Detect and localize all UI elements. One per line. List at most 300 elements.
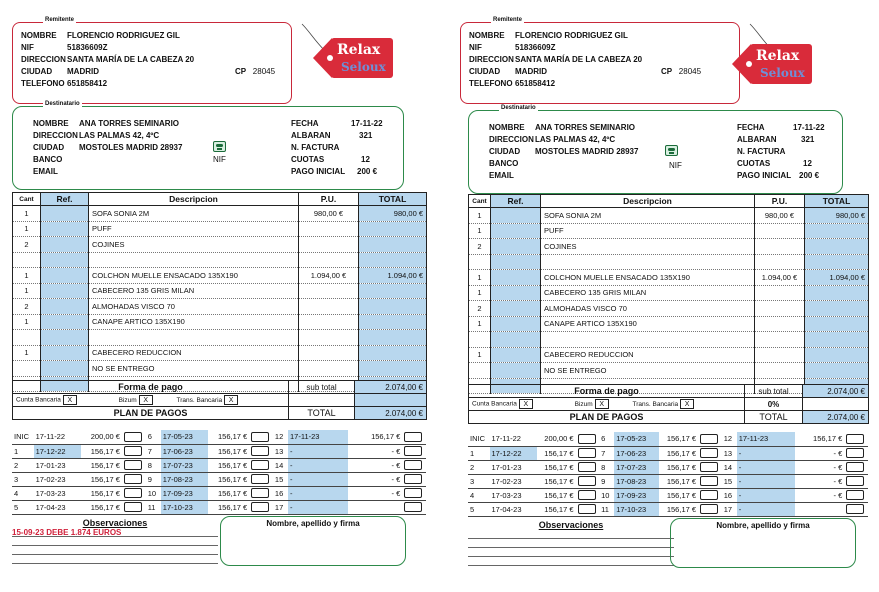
item-ref: [41, 283, 89, 299]
payment-method-title: Forma de pago: [13, 381, 289, 394]
plan-date-c: -: [737, 460, 795, 474]
item-quantity: [13, 361, 41, 377]
recipient-city: MOSTOLES MADRID 28937: [535, 147, 639, 156]
item-unit-price: 1.094,00 €: [299, 268, 359, 284]
checkbox-icon[interactable]: [846, 462, 864, 472]
item-description: [89, 330, 299, 346]
plan-index-a: 1: [12, 444, 34, 458]
plan-index-a: INIC: [468, 432, 490, 446]
checkbox-icon[interactable]: [124, 502, 142, 512]
plan-amount-c: - €: [348, 472, 402, 486]
plan-check-a[interactable]: [122, 500, 146, 514]
plan-amount-b: 156,17 €: [659, 446, 698, 460]
item-unit-price: [755, 347, 805, 363]
item-quantity: 1: [13, 345, 41, 361]
plan-amount-c: 156,17 €: [795, 432, 844, 446]
plan-amount-b: 156,17 €: [659, 488, 698, 502]
checkbox-icon[interactable]: [578, 476, 596, 486]
bank-transfer-label: Trans. Bancaria: [632, 400, 679, 408]
quotas-value: 12: [361, 155, 370, 164]
plan-date-a: 17-02-23: [34, 472, 81, 486]
checkbox-icon[interactable]: [124, 474, 142, 484]
items-body: [13, 206, 427, 392]
checkbox-icon[interactable]: [404, 446, 422, 456]
date-value: 17-11-22: [351, 119, 383, 128]
col-pu: P.U.: [755, 195, 805, 208]
item-total: [359, 237, 427, 253]
signature-box[interactable]: [670, 518, 856, 568]
checkbox-icon[interactable]: [846, 476, 864, 486]
item-quantity: [13, 252, 41, 268]
subtotal-value: 2.074,00 €: [803, 385, 869, 398]
plan-amount-c: - €: [348, 458, 402, 472]
checkbox-icon[interactable]: [846, 448, 864, 458]
bank-account-check[interactable]: X: [519, 399, 533, 409]
bizum-label: Bizum: [118, 396, 137, 404]
sender-name-label: NOMBRE: [21, 31, 57, 40]
sender-city: MADRID: [515, 67, 547, 76]
item-quantity: [469, 363, 491, 379]
plan-check-b[interactable]: [698, 474, 722, 488]
checkbox-icon[interactable]: [251, 502, 269, 512]
bizum-label: Bizum: [574, 400, 593, 408]
recipient-email-label: EMAIL: [489, 171, 514, 180]
plan-check-c[interactable]: [402, 444, 426, 458]
recipient-address: LAS PALMAS 42, 4ºC: [79, 131, 160, 140]
recipient-bank-label: BANCO: [489, 159, 519, 168]
bank-account-label: Cunta Bancaria: [16, 396, 61, 404]
checkbox-icon[interactable]: [251, 460, 269, 470]
plan-amount-a: 156,17 €: [81, 458, 122, 472]
plan-check-b[interactable]: [249, 472, 273, 486]
plan-amount-c: - €: [348, 486, 402, 500]
plan-index-c: 13: [273, 444, 288, 458]
table-row: [13, 268, 427, 284]
plan-check-a[interactable]: [576, 432, 600, 446]
plan-check-a[interactable]: [576, 474, 600, 488]
item-description: CABECERO 135 GRIS MILAN: [541, 285, 755, 301]
sender-nif-label: NIF: [21, 43, 34, 52]
sender-city-label: CIUDAD: [21, 67, 53, 76]
plan-row: [468, 502, 868, 516]
table-row: [13, 221, 427, 237]
payment-table: [468, 384, 869, 424]
item-description: [541, 332, 755, 348]
recipient-city-label: CIUDAD: [489, 147, 521, 156]
plan-check-c[interactable]: [844, 446, 868, 460]
plan-amount-b: 156,17 €: [208, 486, 249, 500]
checkbox-icon[interactable]: [124, 432, 142, 442]
plan-date-c: -: [737, 488, 795, 502]
item-quantity: 1: [13, 283, 41, 299]
plan-date-c: -: [288, 458, 348, 472]
plan-check-c[interactable]: [844, 432, 868, 446]
item-ref: [491, 347, 541, 363]
item-total: [805, 363, 869, 379]
checkbox-icon[interactable]: [251, 474, 269, 484]
recipient-city: MOSTOLES MADRID 28937: [79, 143, 183, 152]
plan-amount-b: 156,17 €: [208, 430, 249, 444]
checkbox-icon[interactable]: [404, 502, 422, 512]
item-unit-price: [299, 330, 359, 346]
item-description: CABECERO REDUCCION: [89, 345, 299, 361]
plan-date-c: -: [288, 486, 348, 500]
col-ref: Ref.: [491, 195, 541, 208]
item-unit-price: [755, 316, 805, 332]
payment-method-title: Forma de pago: [469, 385, 745, 398]
invoice-right: [458, 0, 878, 592]
plan-date-c: -: [288, 472, 348, 486]
plan-amount-c: - €: [795, 488, 844, 502]
plan-check-b[interactable]: [698, 446, 722, 460]
total-value: 2.074,00 €: [803, 411, 869, 424]
plan-amount-a: 200,00 €: [81, 430, 122, 444]
plan-index-c: 14: [273, 458, 288, 472]
item-quantity: 1: [13, 268, 41, 284]
table-row: [469, 254, 869, 270]
plan-check-a[interactable]: [122, 458, 146, 472]
date-value: 17-11-22: [793, 123, 825, 132]
checkbox-icon[interactable]: [251, 432, 269, 442]
sender-nif: 51836609Z: [515, 43, 556, 52]
checkbox-icon[interactable]: [700, 434, 718, 444]
col-total: TOTAL: [359, 193, 427, 206]
item-total: 980,00 €: [805, 208, 869, 224]
plan-check-c[interactable]: [844, 460, 868, 474]
plan-row: [12, 430, 426, 444]
item-unit-price: 1.094,00 €: [755, 270, 805, 286]
item-description: NO SE ENTREGO: [541, 363, 755, 379]
albaran-value: 321: [359, 131, 373, 140]
plan-date-a: 17-12-22: [490, 446, 537, 460]
plan-amount-a: 156,17 €: [81, 472, 122, 486]
item-description: ALMOHADAS VISCO 70: [541, 301, 755, 317]
plan-amount-a: 156,17 €: [81, 444, 122, 458]
item-description: COLCHON MUELLE ENSACADO 135X190: [89, 268, 299, 284]
plan-check-c[interactable]: [402, 500, 426, 514]
item-quantity: 1: [469, 208, 491, 224]
checkbox-icon[interactable]: [578, 504, 596, 514]
item-total: 1.094,00 €: [805, 270, 869, 286]
plan-index-b: 10: [146, 486, 161, 500]
plan-date-a: 17-04-23: [34, 500, 81, 514]
plan-amount-b: 156,17 €: [208, 444, 249, 458]
plan-check-a[interactable]: [122, 444, 146, 458]
plan-check-b[interactable]: [698, 460, 722, 474]
item-ref: [491, 239, 541, 255]
total-value: 2.074,00 €: [355, 407, 427, 420]
item-description: CANAPE ARTICO 135X190: [541, 316, 755, 332]
signature-title: Nombre, apellido y firma: [266, 519, 360, 528]
recipient-city-label: CIUDAD: [33, 143, 65, 152]
item-total: 980,00 €: [359, 206, 427, 222]
plan-check-a[interactable]: [576, 460, 600, 474]
plan-index-a: 2: [468, 460, 490, 474]
item-unit-price: [755, 254, 805, 270]
plan-amount-a: 156,17 €: [537, 460, 576, 474]
plan-amount-a: 156,17 €: [537, 502, 576, 516]
plan-index-c: 12: [722, 432, 737, 446]
initial-payment: 200 €: [357, 167, 378, 176]
signature-box[interactable]: [220, 516, 406, 566]
checkbox-icon[interactable]: [700, 462, 718, 472]
table-row: [13, 283, 427, 299]
plan-amount-c: - €: [795, 474, 844, 488]
plan-index-c: 17: [722, 502, 737, 516]
item-ref: [41, 206, 89, 222]
quotas-label: CUOTAS: [737, 159, 771, 168]
checkbox-icon[interactable]: [578, 462, 596, 472]
plan-index-b: 11: [599, 502, 614, 516]
checkbox-icon[interactable]: [251, 446, 269, 456]
plan-index-b: 9: [599, 474, 614, 488]
plan-check-c[interactable]: [844, 488, 868, 502]
item-unit-price: [755, 301, 805, 317]
plan-check-c[interactable]: [844, 502, 868, 516]
plan-index-c: 15: [722, 474, 737, 488]
plan-index-c: 17: [273, 500, 288, 514]
plan-index-c: 16: [722, 488, 737, 502]
checkbox-icon[interactable]: [846, 504, 864, 514]
item-total: [805, 347, 869, 363]
checkbox-icon[interactable]: [700, 476, 718, 486]
plan-check-c[interactable]: [844, 474, 868, 488]
plan-check-a[interactable]: [576, 446, 600, 460]
checkbox-icon[interactable]: [124, 460, 142, 470]
item-ref: [491, 301, 541, 317]
col-ref: Ref.: [41, 193, 89, 206]
item-quantity: 1: [469, 270, 491, 286]
table-row: [13, 237, 427, 253]
item-ref: [491, 363, 541, 379]
item-unit-price: [755, 363, 805, 379]
recipient-box: [12, 101, 404, 190]
total-label: TOTAL: [289, 407, 355, 420]
plan-index-b: 10: [599, 488, 614, 502]
bank-transfer-label: Trans. Bancaria: [176, 396, 223, 404]
plan-date-c: -: [737, 474, 795, 488]
plan-check-c[interactable]: [402, 472, 426, 486]
plan-date-b: 17-05-23: [614, 432, 659, 446]
item-unit-price: [755, 285, 805, 301]
phone-icon: [665, 145, 678, 156]
date-label: FECHA: [291, 119, 319, 128]
item-quantity: 1: [469, 347, 491, 363]
item-total: [359, 314, 427, 330]
item-description: NO SE ENTREGO: [89, 361, 299, 377]
plan-date-b: 17-07-23: [614, 460, 659, 474]
checkbox-icon[interactable]: [700, 504, 718, 514]
plan-check-c[interactable]: [402, 486, 426, 500]
checkbox-icon[interactable]: [404, 460, 422, 470]
sender-phone: 651858412: [67, 79, 108, 88]
plan-index-a: 5: [12, 500, 34, 514]
plan-date-c: 17-11-23: [288, 430, 348, 444]
item-total: [805, 332, 869, 348]
plan-amount-b: 156,17 €: [208, 458, 249, 472]
plan-date-a: 17-11-22: [490, 432, 537, 446]
sender-box: [460, 17, 740, 104]
total-label: TOTAL: [745, 411, 803, 424]
bizum-check[interactable]: X: [139, 395, 153, 405]
item-total: [805, 254, 869, 270]
initial-payment-label: PAGO INICIAL: [291, 167, 346, 176]
item-total: [359, 221, 427, 237]
plan-body: [468, 432, 868, 516]
recipient-name-label: NOMBRE: [33, 119, 69, 128]
sender-name: FLORENCIO RODRIGUEZ GIL: [515, 31, 628, 40]
bank-account-label: Cunta Bancaria: [472, 400, 517, 408]
plan-row: [12, 472, 426, 486]
items-table: [468, 194, 869, 394]
item-ref: [491, 270, 541, 286]
plan-date-b: 17-08-23: [614, 474, 659, 488]
plan-check-b[interactable]: [249, 486, 273, 500]
checkbox-icon[interactable]: [700, 490, 718, 500]
plan-check-a[interactable]: [122, 472, 146, 486]
brand-line2: Seloux: [341, 60, 386, 74]
plan-check-a[interactable]: [576, 488, 600, 502]
checkbox-icon[interactable]: [578, 448, 596, 458]
item-description: PUFF: [541, 223, 755, 239]
table-row: [13, 206, 427, 222]
bank-transfer-check[interactable]: X: [224, 395, 238, 405]
checkbox-icon[interactable]: [578, 490, 596, 500]
sender-title: Remitente: [45, 17, 75, 23]
checkbox-icon[interactable]: [404, 432, 422, 442]
plan-date-b: 17-09-23: [614, 488, 659, 502]
plan-check-b[interactable]: [698, 488, 722, 502]
item-ref: [491, 285, 541, 301]
plan-amount-b: 156,17 €: [659, 502, 698, 516]
plan-amount-c: [348, 500, 402, 514]
plan-date-b: 17-10-23: [614, 502, 659, 516]
plan-amount-b: 156,17 €: [659, 460, 698, 474]
plan-check-a[interactable]: [122, 486, 146, 500]
plan-date-c: -: [288, 444, 348, 458]
bank-account-check[interactable]: X: [63, 395, 77, 405]
plan-check-b[interactable]: [698, 502, 722, 516]
sender-name: FLORENCIO RODRIGUEZ GIL: [67, 31, 180, 40]
item-ref: [491, 332, 541, 348]
item-ref: [41, 330, 89, 346]
sender-box: [12, 17, 292, 104]
checkbox-icon[interactable]: [124, 446, 142, 456]
subtotal-label: sub total: [745, 385, 803, 398]
item-quantity: 1: [13, 314, 41, 330]
brand-line2: Seloux: [760, 66, 805, 80]
table-row: [469, 285, 869, 301]
plan-index-b: 7: [599, 446, 614, 460]
plan-check-a[interactable]: [122, 430, 146, 444]
sender-phone: 651858412: [515, 79, 556, 88]
bizum-check[interactable]: X: [595, 399, 609, 409]
item-unit-price: [299, 283, 359, 299]
plan-date-b: 17-08-23: [161, 472, 208, 486]
table-row: [13, 252, 427, 268]
plan-index-b: 7: [146, 444, 161, 458]
item-ref: [41, 237, 89, 253]
plan-check-b[interactable]: [249, 444, 273, 458]
col-desc: Descripcion: [541, 195, 755, 208]
plan-row: [12, 458, 426, 472]
checkbox-icon[interactable]: [578, 434, 596, 444]
plan-amount-a: 156,17 €: [81, 486, 122, 500]
plan-row: [468, 474, 868, 488]
checkbox-icon[interactable]: [700, 448, 718, 458]
plan-index-b: 6: [146, 430, 161, 444]
table-row: [469, 363, 869, 379]
plan-row: [12, 500, 426, 514]
item-ref: [491, 254, 541, 270]
recipient-title: Destinatario: [501, 105, 536, 111]
plan-date-a: 17-12-22: [34, 444, 81, 458]
plan-check-b[interactable]: [249, 430, 273, 444]
item-description: COJINES: [541, 239, 755, 255]
plan-index-a: 2: [12, 458, 34, 472]
sender-phone-label: TELEFONO: [21, 79, 65, 88]
recipient-name: ANA TORRES SEMINARIO: [535, 123, 636, 132]
plan-check-c[interactable]: [402, 430, 426, 444]
table-row: [469, 223, 869, 239]
item-quantity: 1: [469, 316, 491, 332]
item-total: [805, 316, 869, 332]
plan-index-a: 3: [12, 472, 34, 486]
invoice-left: [10, 0, 430, 592]
sender-address-label: DIRECCION: [21, 55, 66, 64]
checkbox-icon[interactable]: [846, 490, 864, 500]
item-total: [805, 223, 869, 239]
plan-row: [12, 444, 426, 458]
checkbox-icon[interactable]: [846, 434, 864, 444]
plan-date-c: 17-11-23: [737, 432, 795, 446]
quotas-value: 12: [803, 159, 812, 168]
item-quantity: 1: [469, 223, 491, 239]
plan-check-b[interactable]: [249, 500, 273, 514]
table-row: [469, 208, 869, 224]
plan-amount-a: 156,17 €: [537, 488, 576, 502]
checkbox-icon[interactable]: [251, 488, 269, 498]
item-ref: [41, 345, 89, 361]
plan-date-b: 17-06-23: [614, 446, 659, 460]
plan-amount-a: 156,17 €: [537, 474, 576, 488]
item-unit-price: [299, 345, 359, 361]
plan-check-b[interactable]: [698, 432, 722, 446]
sender-address: SANTA MARÍA DE LA CABEZA 20: [67, 55, 195, 64]
sender-name-label: NOMBRE: [469, 31, 505, 40]
checkbox-icon[interactable]: [404, 474, 422, 484]
item-ref: [41, 361, 89, 377]
table-row: [13, 345, 427, 361]
recipient-email-label: EMAIL: [33, 167, 58, 176]
item-unit-price: [299, 237, 359, 253]
plan-check-b[interactable]: [249, 458, 273, 472]
item-unit-price: [755, 332, 805, 348]
item-description: [89, 252, 299, 268]
plan-check-c[interactable]: [402, 458, 426, 472]
date-label: FECHA: [737, 123, 765, 132]
observations-note: 15-09-23 DEBE 1.874 EUROS: [12, 528, 218, 537]
plan-date-b: 17-05-23: [161, 430, 208, 444]
checkbox-icon[interactable]: [124, 488, 142, 498]
plan-date-c: -: [737, 446, 795, 460]
bank-transfer-check[interactable]: X: [680, 399, 694, 409]
table-row: [13, 361, 427, 377]
recipient-name: ANA TORRES SEMINARIO: [79, 119, 180, 128]
item-total: [359, 283, 427, 299]
plan-check-a[interactable]: [576, 502, 600, 516]
checkbox-icon[interactable]: [404, 488, 422, 498]
